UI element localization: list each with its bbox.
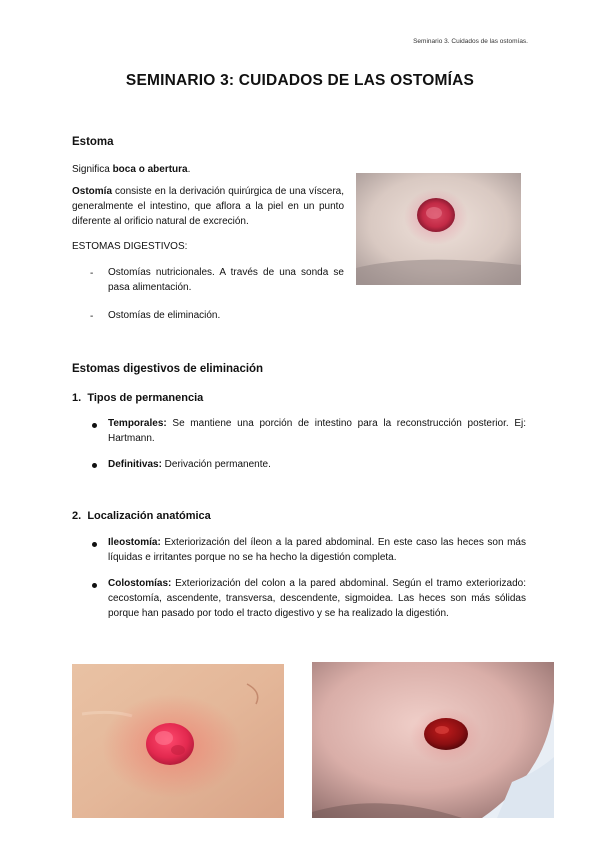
item-text: Derivación permanente.: [161, 459, 271, 470]
definition-paragraph: [72, 162, 352, 177]
definition-bold: boca o abertura: [112, 164, 188, 175]
subsection-title: Tipos de permanencia: [87, 392, 204, 404]
stoma-photo-2-graphic: [72, 664, 284, 818]
subsection-heading-tipos: [72, 392, 203, 404]
subsection-heading-localizacion: [72, 510, 211, 522]
estomas-digestivos-label: ESTOMAS DIGESTIVOS:: [72, 241, 188, 252]
item-term: Temporales:: [108, 418, 167, 429]
section-heading-eliminacion: Estomas digestivos de eliminación: [72, 363, 264, 375]
list-item-nutricionales: Ostomías nutricionales. A través de una sonda se pasa alimentación.: [108, 267, 344, 293]
ostomia-paragraph: [72, 184, 344, 229]
item-ileostomia: [108, 535, 526, 565]
item-term: Ileostomía:: [108, 537, 161, 548]
stoma-photo-2: [72, 664, 284, 818]
stoma-photo-3: [312, 662, 554, 818]
item-colostomias: [108, 576, 526, 621]
running-header: Seminario 3. Cuidados de las ostomías.: [413, 38, 528, 45]
item-term: Definitivas:: [108, 459, 162, 470]
bullet-dot: [92, 542, 97, 547]
stoma-photo-3-graphic: [312, 662, 554, 818]
item-temporales: [108, 416, 526, 446]
ostomia-term: Ostomía: [72, 186, 113, 197]
item-text: Se mantiene una porción de intestino para la reconstrucción posterior. Ej: Hartmann.: [108, 418, 526, 444]
section-heading-estoma: Estoma: [72, 136, 114, 148]
page-title: SEMINARIO 3: CUIDADOS DE LAS OSTOMÍAS: [125, 72, 475, 89]
bullet-dot: [92, 463, 97, 468]
list-item-eliminacion: Ostomías de eliminación.: [108, 310, 221, 321]
item-text: Exteriorización del íleon a la pared abdominal. En este caso las heces son más líquidas e irritantes porque no se ha hecho la digestión completa.: [108, 537, 526, 563]
definition-prefix: Significa: [72, 164, 113, 175]
definition-suffix: .: [187, 164, 191, 175]
subsection-title: Localización anatómica: [87, 510, 211, 522]
bullet-dot: [92, 583, 97, 588]
subsection-number: 2.: [72, 510, 82, 522]
stoma-photo-1-graphic: [356, 173, 521, 285]
subsection-number: 1.: [72, 392, 82, 404]
list-marker: -: [90, 268, 94, 279]
item-text: Exteriorización del colon a la pared abdominal. Según el tramo exteriorizado: cecostomía, ascendente, transversa, descendente, sigmoidea. Las heces son más sólidas porque han pasado por todo el tracto digestivo y se ha realizado la digestión.: [108, 578, 526, 619]
ostomia-text: consiste en la derivación quirúrgica de una víscera, generalmente el intestino, que aflora a la piel en un punto diferente al orificio natural de excreción.: [72, 186, 344, 227]
item-definitivas: [108, 457, 526, 472]
item-term: Colostomías:: [108, 578, 172, 589]
bullet-dot: [92, 423, 97, 428]
list-marker: -: [90, 311, 94, 322]
stoma-photo-1: [356, 173, 521, 285]
